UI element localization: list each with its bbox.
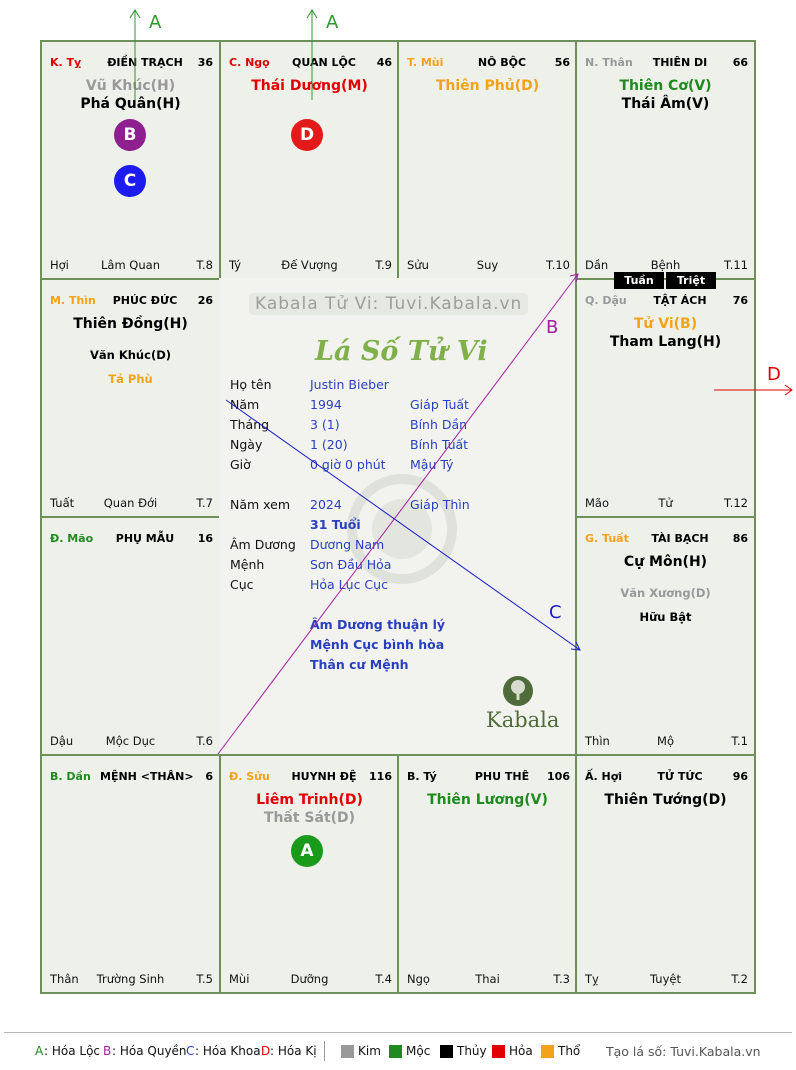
palace-number: 96 <box>732 770 748 783</box>
palace-name: QUAN LỘC <box>292 56 356 69</box>
footer-divider <box>4 1032 792 1033</box>
palace-can: C. Ngọ <box>229 56 270 69</box>
swatch-kim <box>341 1045 354 1058</box>
legend-a-text: : Hóa Lộc <box>44 1044 101 1058</box>
value-tuoi: 31 Tuổi <box>310 517 361 532</box>
value-nam: 1994 <box>310 397 342 412</box>
arrow-label-b: B <box>546 317 559 338</box>
palace-can: T. Mùi <box>407 56 444 69</box>
star-name: Thiên Tướng(D) <box>604 792 727 808</box>
palace-number: 116 <box>369 770 392 783</box>
note-am-duong: Âm Dương thuận lý <box>310 617 446 632</box>
cell-branch: Thân <box>50 972 79 986</box>
cell-branch: Mão <box>585 496 610 510</box>
cell-branch: Sửu <box>407 258 429 272</box>
palace-number: 16 <box>197 532 213 545</box>
cell-stage: Mộ <box>657 734 674 748</box>
palace-name: HUYNH ĐỆ <box>291 770 357 783</box>
cell-branch: Tý <box>229 258 242 272</box>
palace-number: 46 <box>376 56 392 69</box>
cell-branch: Tuất <box>50 496 75 510</box>
palace-number: 56 <box>554 56 570 69</box>
cell-branch: Hợi <box>50 258 69 272</box>
legend-c-text: : Hóa Khoa <box>195 1044 261 1058</box>
arrow-label-a-right: A <box>326 12 339 33</box>
center-title: Lá Số Tử Vi <box>315 336 488 367</box>
palace-name: THIÊN DI <box>652 56 708 69</box>
arrow-label-d: D <box>767 364 781 385</box>
watermark-text: Kabala Tử Vi: Tuvi.Kabala.vn <box>249 293 528 315</box>
swatch-hoa <box>492 1045 505 1058</box>
palace-can: B. Tý <box>407 770 437 783</box>
cell-age-mark: T.4 <box>375 972 392 986</box>
legend-tho: Thổ <box>558 1044 581 1058</box>
palace-name: NÔ BỘC <box>477 56 527 69</box>
cell-stage: Thai <box>475 972 500 986</box>
palace-number: 6 <box>205 770 213 783</box>
hoa-quyen-badge: B <box>114 119 146 151</box>
cell-age-mark: T.8 <box>196 258 213 272</box>
cell-stage: Quan Đới <box>103 496 158 510</box>
star-name: Thiên Lương(V) <box>427 792 548 808</box>
value-thang: 3 (1) <box>310 417 340 432</box>
palace-can: Đ. Mão <box>50 532 94 545</box>
cell-branch: Dậu <box>50 734 74 748</box>
star-name: Thiên Cơ(V) <box>619 78 712 94</box>
legend-c-key: C <box>186 1044 195 1058</box>
value-gio: 0 giờ 0 phút <box>310 457 386 472</box>
cell-stage: Đế Vượng <box>281 258 338 272</box>
legend-moc: Mộc <box>406 1044 431 1058</box>
palace-can: B. Dần <box>50 770 91 783</box>
star-name: Vũ Khúc(H) <box>85 78 176 94</box>
palace-name: TẬT ÁCH <box>653 294 707 307</box>
swatch-thuy <box>440 1045 453 1058</box>
canchi-gio: Mậu Tý <box>410 457 454 472</box>
triet-tag: Triệt <box>666 272 716 289</box>
palace-can: M. Thìn <box>50 294 96 307</box>
value-menh: Sơn Đầu Hỏa <box>310 557 392 572</box>
canchi-nam: Giáp Tuất <box>410 397 469 412</box>
legend-kim: Kim <box>358 1044 381 1058</box>
cell-stage: Tuyệt <box>650 972 681 986</box>
site-link[interactable]: Tạo lá số: Tuvi.Kabala.vn <box>606 1044 761 1059</box>
palace-can: K. Tỵ <box>50 56 82 69</box>
palace-number: 66 <box>732 56 748 69</box>
cell-stage: Tử <box>658 496 673 510</box>
palace-name: TỬ TỨC <box>657 770 703 783</box>
legend-b-text: : Hóa Quyền <box>112 1044 187 1058</box>
star-name: Thiên Đồng(H) <box>73 316 188 332</box>
label-nam: Năm <box>230 397 260 412</box>
star-name: Liêm Trinh(D) <box>256 792 363 808</box>
star-name: Thất Sát(D) <box>263 810 356 826</box>
palace-can: Ấ. Hợi <box>585 770 623 783</box>
cell-stage: Suy <box>476 258 499 272</box>
label-thang: Tháng <box>230 417 270 432</box>
star-name: Phá Quân(H) <box>80 96 181 112</box>
value-nam-xem: 2024 <box>310 497 342 512</box>
swatch-moc <box>389 1045 402 1058</box>
star-name: Thiên Phủ(D) <box>435 78 540 94</box>
hoa-loc-badge: A <box>291 835 323 867</box>
cell-age-mark: T.5 <box>196 972 213 986</box>
hoa-khoa-badge: C <box>114 165 146 197</box>
cell-stage: Bệnh <box>650 258 681 272</box>
tuan-tag: Tuần <box>614 272 664 289</box>
cell-age-mark: T.3 <box>553 972 570 986</box>
cell-age-mark: T.10 <box>546 258 570 272</box>
legend-d-key: D <box>261 1044 271 1058</box>
palace-number: 106 <box>547 770 570 783</box>
palace-name: TÀI BẠCH <box>651 532 709 545</box>
legend-thuy: Thủy <box>457 1044 487 1058</box>
star-name: Tử Vi(B) <box>633 316 698 332</box>
palace-number: 86 <box>732 532 748 545</box>
cell-stage: Lâm Quan <box>101 258 160 272</box>
star-name: Thái Âm(V) <box>621 96 710 112</box>
arrow-label-c: C <box>549 602 562 623</box>
canchi-ngay: Bính Tuất <box>410 437 469 452</box>
palace-number: 36 <box>197 56 213 69</box>
legend-d-text: : Hóa Kị <box>270 1044 317 1058</box>
value-cuc: Hỏa Lục Cục <box>310 577 388 592</box>
legend-a-key: A <box>35 1044 44 1058</box>
star-name: Tả Phù <box>108 372 153 386</box>
note-menh-cuc: Mệnh Cục bình hòa <box>310 637 445 652</box>
canchi-thang: Bính Dần <box>410 417 468 432</box>
cell-age-mark: T.9 <box>375 258 392 272</box>
cell-age-mark: T.1 <box>731 734 748 748</box>
label-ho-ten: Họ tên <box>230 377 272 392</box>
cell-branch: Mùi <box>229 972 250 986</box>
label-ngay: Ngày <box>230 437 263 452</box>
arrow-label-a-left: A <box>149 12 162 33</box>
palace-number: 76 <box>732 294 748 307</box>
star-name: Thái Dương(M) <box>251 78 368 94</box>
star-name: Tham Lang(H) <box>609 334 722 350</box>
label-menh: Mệnh <box>230 557 265 572</box>
kabala-logo-text: Kabala <box>486 708 560 732</box>
cell-stage: Mộc Dục <box>105 734 156 748</box>
swatch-tho <box>541 1045 554 1058</box>
cell-age-mark: T.6 <box>196 734 213 748</box>
cell-age-mark: T.11 <box>724 258 748 272</box>
palace-name: PHU THÊ <box>474 770 530 783</box>
palace-name: PHÚC ĐỨC <box>112 294 178 307</box>
label-nam-xem: Năm xem <box>230 497 291 512</box>
star-name: Cự Môn(H) <box>623 554 708 570</box>
value-ngay: 1 (20) <box>310 437 348 452</box>
value-am-duong: Dương Nam <box>310 537 385 552</box>
star-name: Văn Xương(D) <box>620 586 711 600</box>
palace-can: N. Thân <box>585 56 633 69</box>
star-name: Văn Khúc(D) <box>89 348 171 362</box>
cell-branch: Ngọ <box>407 972 430 986</box>
cell-branch: Thìn <box>585 734 610 748</box>
cell-age-mark: T.2 <box>731 972 748 986</box>
legend-b-key: B <box>103 1044 112 1058</box>
palace-name: PHỤ MẪU <box>115 532 175 545</box>
canchi-nam-xem: Giáp Thìn <box>410 497 470 512</box>
cell-branch: Dần <box>585 258 609 272</box>
cell-age-mark: T.12 <box>724 496 748 510</box>
palace-can: Q. Dậu <box>585 294 627 307</box>
star-name: Hữu Bật <box>639 610 692 624</box>
label-cuc: Cục <box>230 577 254 592</box>
palace-number: 26 <box>197 294 213 307</box>
legend-separator <box>324 1041 325 1061</box>
palace-name: MỆNH <THÂN> <box>100 770 194 783</box>
hoa-ki-badge: D <box>291 119 323 151</box>
cell-age-mark: T.7 <box>196 496 213 510</box>
cell-branch: Tỵ <box>585 972 599 986</box>
legend-hoa: Hỏa <box>509 1044 533 1058</box>
value-ho-ten: Justin Bieber <box>310 377 389 392</box>
palace-can: Đ. Sửu <box>229 770 270 783</box>
note-than-cu: Thân cư Mệnh <box>310 657 409 672</box>
palace-can: G. Tuất <box>585 532 629 545</box>
label-gio: Giờ <box>230 457 251 472</box>
cell-stage: Dưỡng <box>290 972 329 986</box>
cell-stage: Trường Sinh <box>96 972 165 986</box>
label-am-duong: Âm Dương <box>230 537 296 552</box>
palace-name: ĐIỀN TRẠCH <box>107 56 183 69</box>
